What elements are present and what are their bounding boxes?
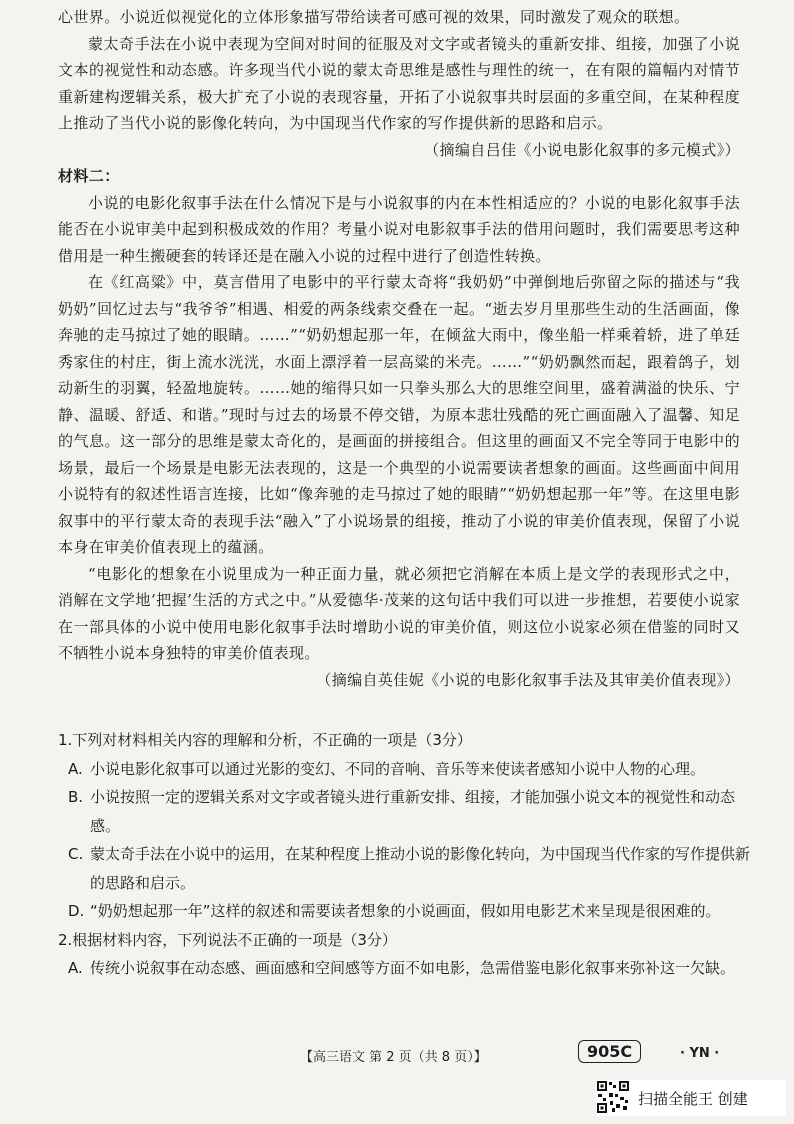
option-text: 小说按照一定的逻辑关系对文字或者镜头进行重新安排、组接，才能加强小说文本的视觉性和动态感。 (90, 788, 736, 835)
paragraph-1: 蒙太奇手法在小说中表现为空间对时间的征服及对文字或者镜头的重新安排、组接，加强了小说文本的视觉性和动态感。许多现当代小说的蒙太奇思维是感性与理性的统一，在有限的篇幅内对情节重新建构逻辑关系，极大扩充了小说的表现容量，开拓了小说叙事共时层面的多重空间，在某种程度上推动了当代小说的影像化转向，为中国现当代作家的写作提供新的思路和启示。 (58, 34, 740, 132)
option-text: 传统小说叙事在动态感、画面感和空间感等方面不如电影，急需借鉴电影化叙事来弥补这一欠缺。 (90, 959, 736, 977)
option-letter: A. (68, 959, 83, 977)
question-1-option-a (58, 755, 758, 784)
region-code: · YN · (680, 1046, 720, 1061)
option-text: 蒙太奇手法在小说中的运用，在某种程度上推动小说的影像化转向，为中国现当代作家的写作提供新的思路和启示。 (90, 845, 751, 892)
passage-body (58, 4, 740, 693)
question-2-option-a (58, 954, 758, 983)
question-1-option-d (58, 897, 758, 926)
exam-code-badge: 905C (578, 1040, 641, 1063)
paragraph-2: 小说的电影化叙事手法在什么情况下是与小说叙事的内在本性相适应的？小说的电影化叙事手法能否在小说审美中起到积极成效的作用？考量小说对电影叙事手法的借用问题时，我们需要思考这种借用是一种生搬硬套的转译还是在融入小说的过程中进行了创造性转换。 (58, 193, 740, 265)
qr-code-icon (596, 1080, 630, 1114)
source-citation-2: （摘编自英佳妮《小说的电影化叙事手法及其审美价值表现》） (316, 670, 740, 689)
option-letter: C. (68, 845, 84, 863)
scanner-watermark (596, 1080, 786, 1116)
option-letter: D. (68, 902, 85, 920)
page-footer (0, 1040, 794, 1070)
paragraph-0: 心世界。小说近似视觉化的立体形象描写带给读者可感可视的效果，同时激发了观众的联想。 (58, 8, 690, 26)
option-text: 小说电影化叙事可以通过光影的变幻、不同的音响、音乐等来使读者感知小说中人物的心理。 (90, 759, 706, 778)
option-letter: B. (68, 788, 84, 806)
page-number-info: 【高三语文 第 2 页（共 8 页）】 (300, 1050, 487, 1065)
source-citation-1: （摘编自吕佳《小说电影化叙事的多元模式》） (424, 140, 740, 159)
question-block (58, 726, 758, 983)
paragraph-4: “电影化的想象在小说里成为一种正面力量，就必须把它消解在本质上是文学的表现形式之中，消解在文学地‘把握’生活的方式之中。”从爱德华·茂莱的这句话中我们可以进一步推想，若要使小说家在一部具体的小说中使用电影化叙事手法时增助小说的审美价值，则这位小说家必须在借鉴的同时又不牺牲小说本身独特的审美价值表现。 (58, 564, 740, 662)
paragraph-3: 在《红高粱》中，莫言借用了电影中的平行蒙太奇将“我奶奶”中弹倒地后弥留之际的描述与“我奶奶”回忆过去与“我爷爷”相遇、相爱的两条线索交叠在一起。“逝去岁月里那些生动的生活画面，像奔驰的走马掠过了她的眼睛。……”“奶奶想起那一年，在倾盆大雨中，像坐船一样乘着轿，进了单廷秀家住的村庄，街上流水洸洸，水面上漂浮着一层高粱的米壳。……”“奶奶飘然而起，跟着鸽子，划动新生的羽翼，轻盈地旋转。……她的缩得只如一只拳头那么大的思维空间里，盛着满溢的快乐、宁静、温暖、舒适、和谐。”现时与过去的场景不停交错，为原本悲壮残酷的死亡画面融入了温馨、知足的气息。这一部分的思维是蒙太奇化的，是画面的拼接组合。但这里的画面又不完全等同于电影中的场景，最后一个场景是电影无法表现的，这是一个典型的小说需要读者想象的画面。这些画面中间用小说特有的叙述性语言连接，比如“像奔驰的走马掠过了她的眼睛”“奶奶想起那一年”等。在这里电影叙事中的平行蒙太奇的表现手法“融入”了小说场景的组接，推动了小说的审美价值表现，保留了小说本身在审美价值表现上的蕴涵。 (58, 273, 740, 556)
material-two-heading: 材料二： (58, 167, 120, 185)
question-1-stem: 1.下列对材料相关内容的理解和分析，不正确的一项是（3分） (58, 731, 472, 749)
scanner-label: 扫描全能王 创建 (638, 1090, 748, 1108)
option-text: “奶奶想起那一年”这样的叙述和需要读者想象的小说画面，假如用电影艺术来呈现是很困难的。 (90, 902, 721, 920)
question-1-option-c (58, 840, 758, 897)
question-2-stem: 2.根据材料内容，下列说法不正确的一项是（3分） (58, 930, 397, 949)
option-letter: A. (68, 759, 83, 778)
question-1-option-b (58, 783, 758, 840)
